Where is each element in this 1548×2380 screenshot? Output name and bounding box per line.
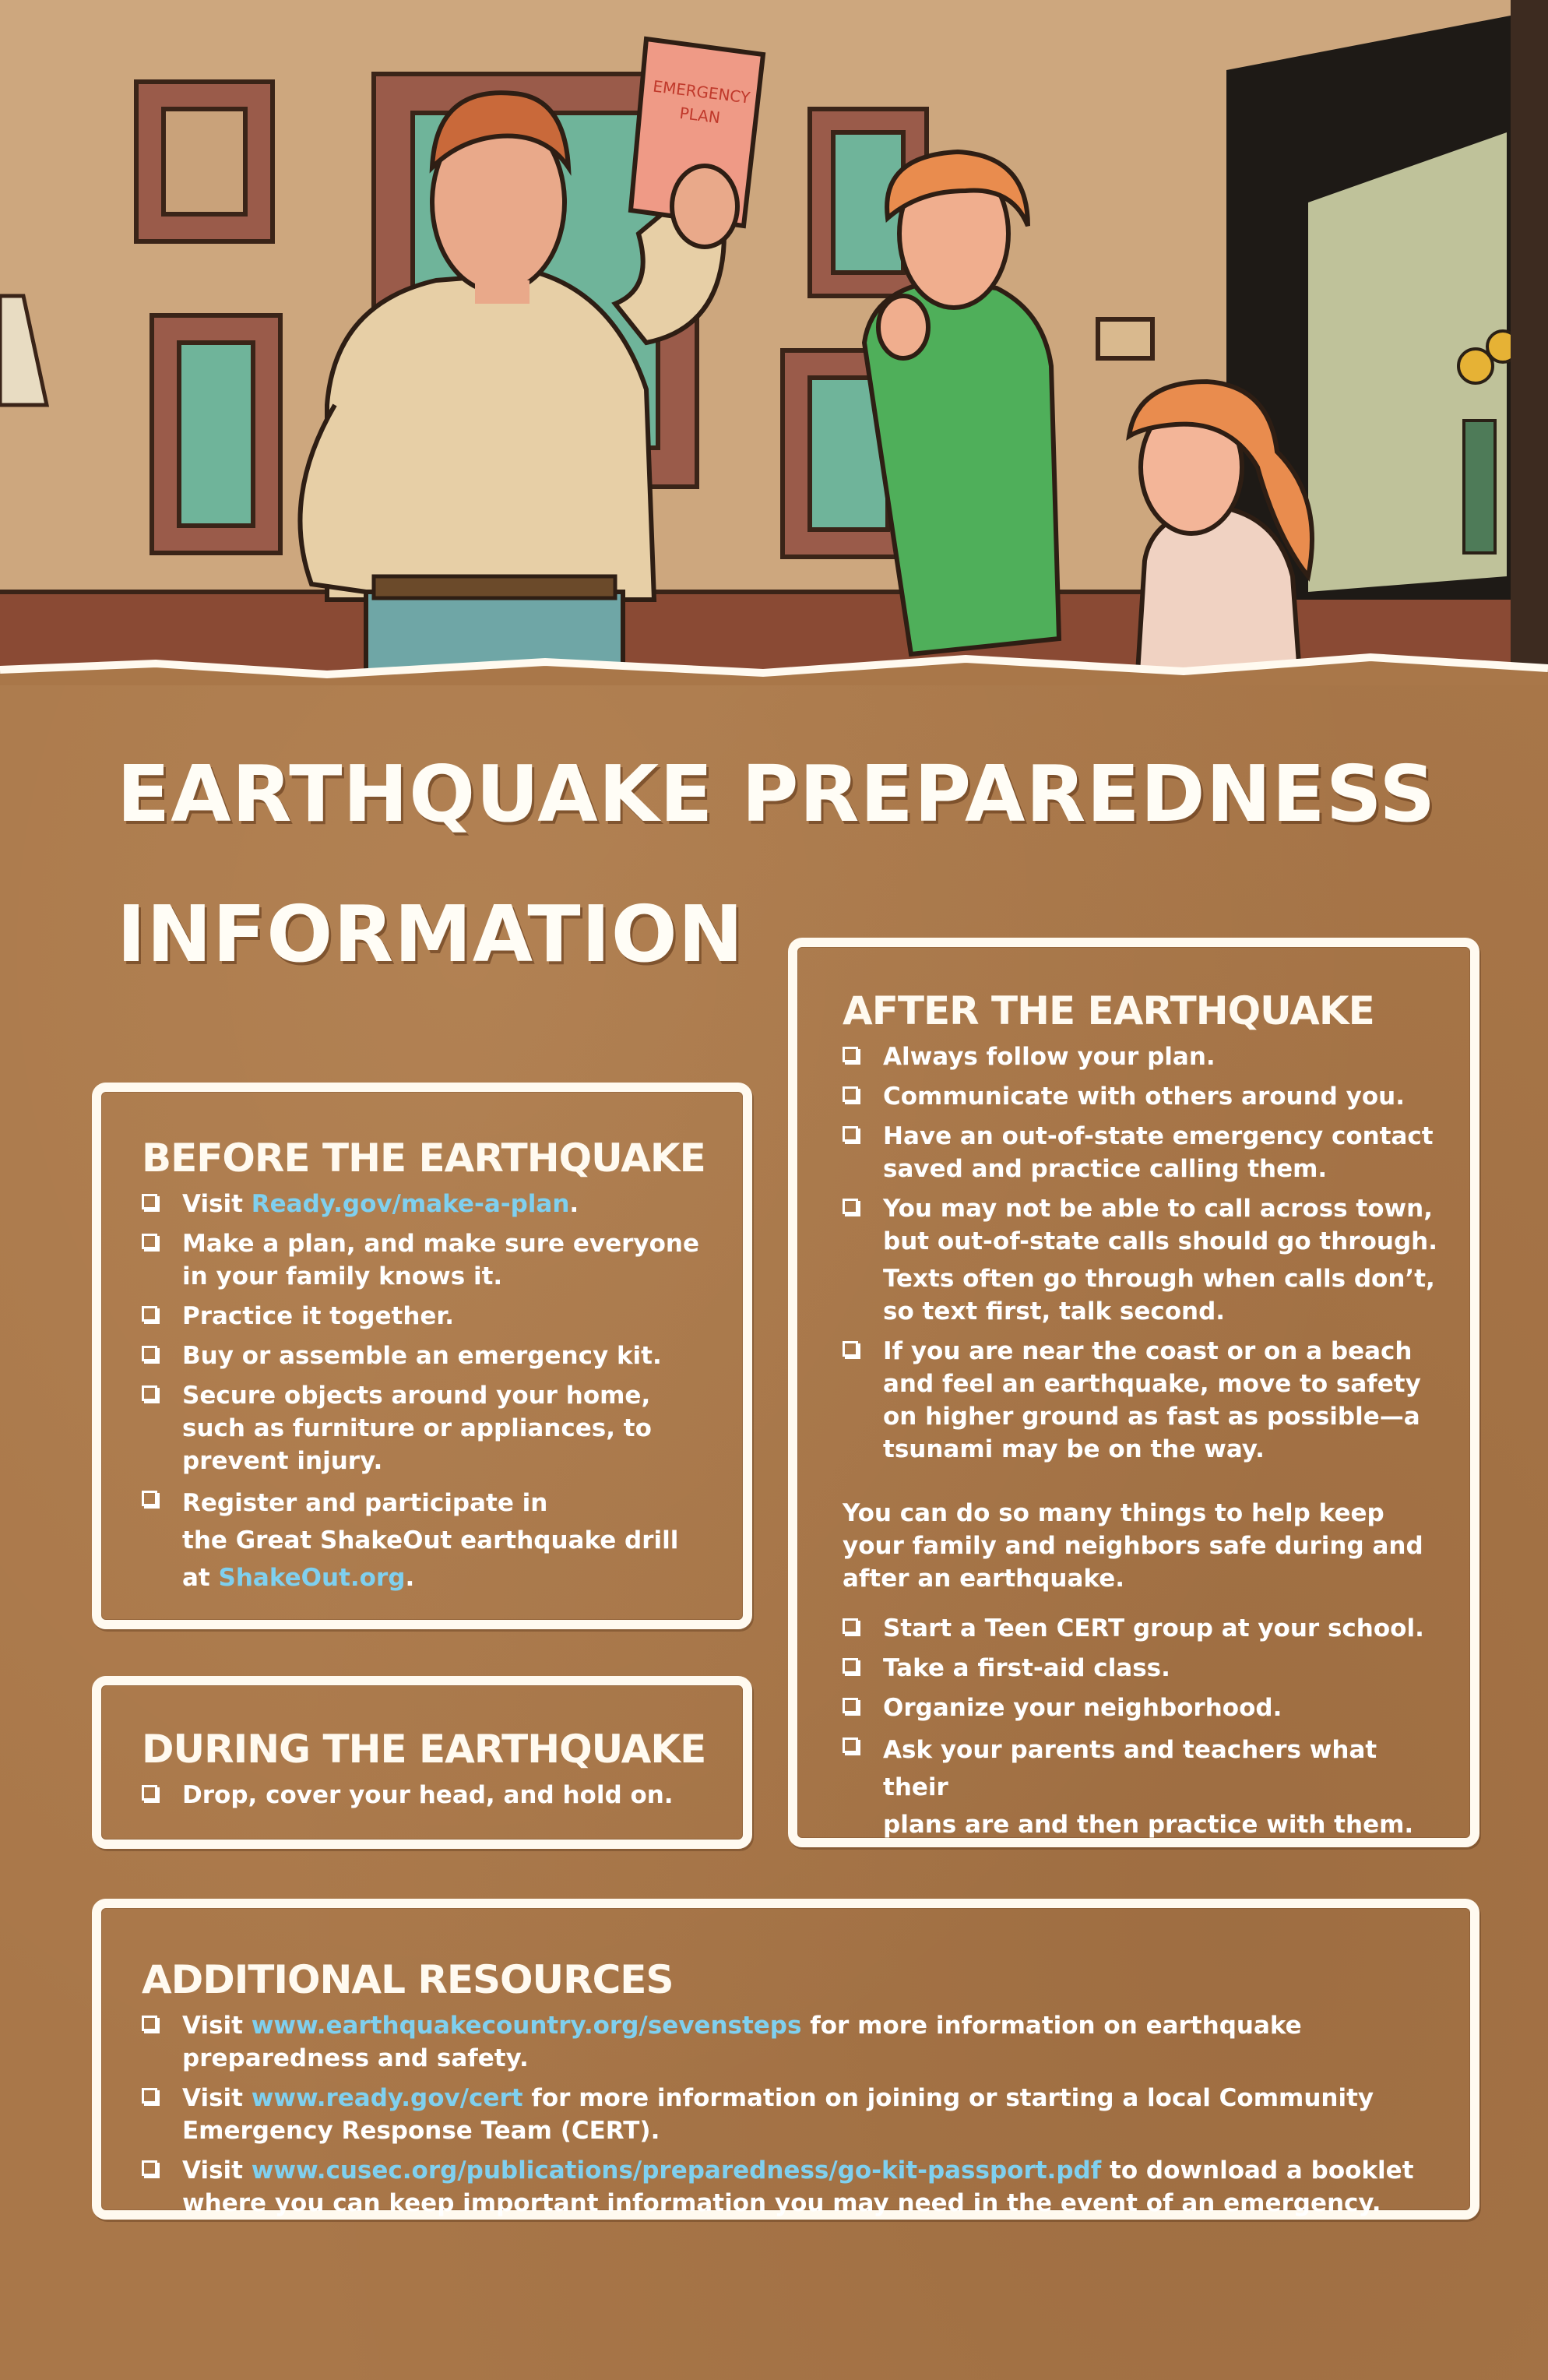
list-item	[843, 1652, 1439, 1685]
resources-section	[92, 1899, 1479, 2220]
checkbox-icon	[843, 1618, 858, 1634]
checkbox-icon	[843, 1047, 858, 1062]
shakeout-link[interactable]: ShakeOut.org	[218, 1564, 406, 1592]
after-item5: If you are near the coast or on a beach and feel an earthquake, move to safety on higher ground as fast as possible—a tsunami may be on the way.	[883, 1337, 1421, 1463]
list-item	[843, 1612, 1439, 1645]
list-item	[142, 1300, 712, 1333]
before-list	[142, 1188, 712, 1597]
before-item1-pre: Visit	[182, 1190, 252, 1218]
after-item8: Organize your neighborhood.	[883, 1694, 1282, 1722]
comic-illustration	[0, 0, 1548, 685]
title-line1: EARTHQUAKE PREPAREDNESS	[117, 748, 1437, 840]
checkbox-icon	[843, 1199, 858, 1214]
checkbox-icon	[142, 2160, 157, 2176]
before-item5: Secure objects around your home, such as furniture or appliances, to prevent injury.	[182, 1382, 652, 1475]
after-item6: Start a Teen CERT group at your school.	[883, 1614, 1424, 1642]
checkbox-icon	[843, 1126, 858, 1142]
resource1-post: for more information on earthquake preparedness and safety.	[182, 2012, 1302, 2072]
list-item	[142, 1379, 712, 1477]
after-heading: AFTER THE EARTHQUAKE	[843, 988, 1374, 1033]
list-item	[142, 1484, 712, 1597]
before-heading: BEFORE THE EARTHQUAKE	[142, 1135, 705, 1181]
after-item3: Have an out-of-state emergency contact saved and practice calling them.	[883, 1122, 1434, 1183]
after-item2: Communicate with others around you.	[883, 1083, 1406, 1111]
checkbox-icon	[142, 2088, 157, 2104]
after-item1: Always follow your plan.	[883, 1043, 1216, 1071]
resources-heading: ADDITIONAL RESOURCES	[142, 1957, 674, 2002]
cusec-passport-link[interactable]: www.cusec.org/publications/preparedness/go-kit-passport.pdf	[251, 2156, 1102, 2185]
list-item	[142, 2082, 1436, 2147]
ready-gov-cert-link[interactable]: www.ready.gov/cert	[251, 2084, 523, 2112]
checkbox-icon	[142, 1194, 157, 1209]
checkbox-icon	[142, 2016, 157, 2031]
after-item7: Take a first-aid class.	[883, 1654, 1170, 1682]
resource1-pre: Visit	[182, 2012, 252, 2040]
list-item	[142, 1188, 712, 1220]
checkbox-icon	[142, 1306, 157, 1322]
checkbox-icon	[142, 1346, 157, 1361]
after-list-2	[843, 1612, 1439, 1843]
sign-text-line2: PLAN	[678, 103, 722, 128]
checkbox-icon	[843, 1086, 858, 1102]
after-item4a: You may not be able to call across town, but out-of-state calls should go through.	[883, 1195, 1438, 1255]
checkbox-icon	[142, 1785, 157, 1801]
title-line2: INFORMATION	[117, 889, 744, 980]
before-item2: Make a plan, and make sure everyone in your family knows it.	[182, 1230, 700, 1290]
after-section	[788, 938, 1479, 1847]
list-item	[843, 1731, 1439, 1843]
before-section	[92, 1083, 752, 1629]
list-item	[142, 1779, 712, 1811]
list-item	[843, 1120, 1439, 1185]
list-item	[142, 1340, 712, 1372]
resource2-pre: Visit	[182, 2084, 252, 2112]
list-item	[843, 1080, 1439, 1113]
checkbox-icon	[843, 1698, 858, 1713]
before-item6-post: .	[405, 1564, 415, 1592]
checkbox-icon	[142, 1491, 157, 1506]
checkbox-icon	[843, 1737, 858, 1753]
list-item	[843, 1692, 1439, 1724]
checkbox-icon	[142, 1234, 157, 1249]
earthquakecountry-link[interactable]: www.earthquakecountry.org/sevensteps	[251, 2012, 802, 2040]
after-item9b: plans are and then practice with them.	[883, 1811, 1414, 1839]
before-item3: Practice it together.	[182, 1302, 455, 1330]
during-list	[142, 1779, 712, 1811]
list-item	[142, 2154, 1436, 2220]
before-item4: Buy or assemble an emergency kit.	[182, 1342, 662, 1370]
checkbox-icon	[843, 1658, 858, 1674]
list-item	[142, 2009, 1436, 2075]
during-section	[92, 1676, 752, 1849]
list-item	[843, 1192, 1439, 1328]
after-item9a: Ask your parents and teachers what their	[883, 1736, 1377, 1801]
list-item	[843, 1040, 1439, 1073]
sign-text-line1: EMERGENCY	[652, 76, 751, 107]
resource3-pre: Visit	[182, 2156, 252, 2185]
before-item6-line1: Register and participate in	[182, 1489, 548, 1517]
resource3-post: to download a booklet where you can keep important information you may need in the event of an emergency.	[182, 2156, 1414, 2217]
before-item6-line2: the Great ShakeOut earthquake drill	[182, 1526, 679, 1554]
list-item	[843, 1335, 1439, 1466]
resource2-post: for more information on joining or starting a local Community Emergency Response Team (CERT).	[182, 2084, 1374, 2145]
before-item6-pre: at	[182, 1564, 219, 1592]
checkbox-icon	[142, 1385, 157, 1401]
after-list	[843, 1040, 1439, 1466]
resources-list	[142, 2009, 1436, 2220]
ready-gov-plan-link[interactable]: Ready.gov/make-a-plan	[251, 1190, 570, 1218]
during-heading: DURING THE EARTHQUAKE	[142, 1727, 706, 1772]
during-item1: Drop, cover your head, and hold on.	[182, 1781, 674, 1809]
list-item	[142, 1227, 712, 1293]
checkbox-icon	[843, 1341, 858, 1357]
before-item1-post: .	[569, 1190, 579, 1218]
after-paragraph: You can do so many things to help keep your family and neighbors safe during and after an earthquake.	[843, 1499, 1423, 1593]
after-item4b: Texts often go through when calls don’t, so text first, talk second.	[883, 1265, 1435, 1326]
